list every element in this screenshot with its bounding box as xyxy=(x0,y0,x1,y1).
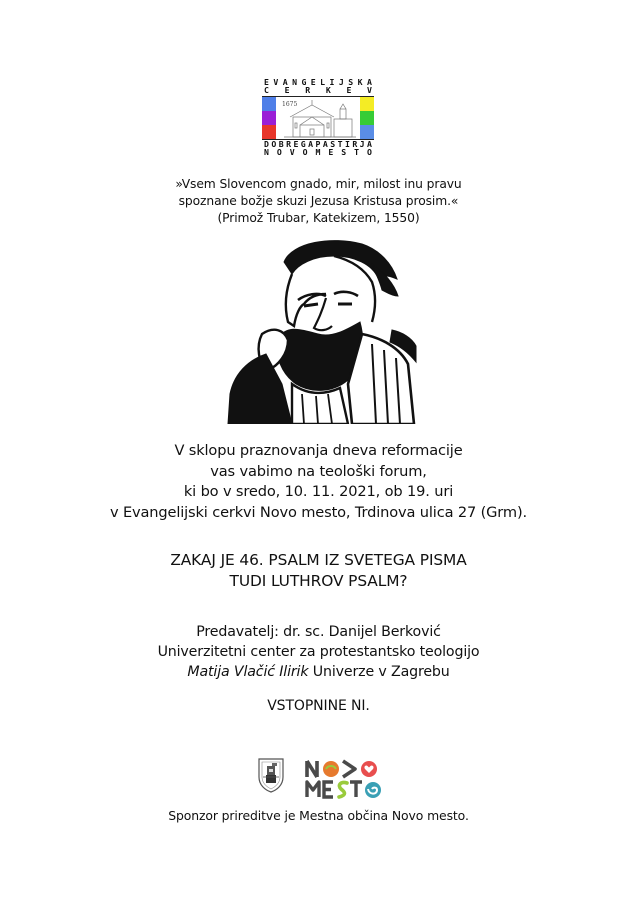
lecturer-name: Predavatelj: dr. sc. Danijel Berković xyxy=(196,624,441,640)
quote-line-2: spoznane božje skuzi Jezusa Kristusa prosim.« xyxy=(178,194,459,208)
lecture-title xyxy=(0,550,637,592)
logo-letter: G xyxy=(300,139,306,149)
logo-letter: E xyxy=(346,85,352,95)
invitation-line-2: vas vabimo na teološki forum, xyxy=(210,462,427,480)
logo-color-square xyxy=(360,125,374,139)
logo-color-square xyxy=(262,125,276,139)
logo-letter: A xyxy=(282,77,288,87)
invitation-text xyxy=(0,441,637,523)
title-line-1: ZAKAJ JE 46. PSALM IZ SVETEGA PISMA xyxy=(170,551,467,569)
logo-letter: G xyxy=(301,77,307,87)
logo-color-square xyxy=(360,97,374,111)
novo-mesto-logo xyxy=(305,757,383,801)
logo-letter: J xyxy=(338,77,344,87)
logo-letter: A xyxy=(366,77,372,87)
logo-letter: R xyxy=(352,139,358,149)
logo-letter: M xyxy=(315,147,321,157)
logo-letter: V xyxy=(273,77,279,87)
lecturer-university xyxy=(0,662,637,682)
logo-line-cerkev xyxy=(262,86,374,95)
logo-letter: O xyxy=(276,147,282,157)
logo-line-novo-mesto xyxy=(262,148,374,157)
logo-rule-top xyxy=(262,96,374,97)
logo-letter: O xyxy=(302,147,308,157)
logo-letter: E xyxy=(310,77,316,87)
logo-letter: E xyxy=(293,139,299,149)
logo-year: 1675 xyxy=(282,101,298,108)
title-line-2: TUDI LUTHROV PSALM? xyxy=(229,572,408,590)
logo-color-square xyxy=(360,111,374,125)
logo-letter: O xyxy=(271,139,277,149)
lecturer-university-rest: Univerze v Zagrebu xyxy=(308,664,450,680)
logo-letter: S xyxy=(341,147,347,157)
trubar-portrait-image xyxy=(222,234,418,424)
logo-letter: B xyxy=(278,139,284,149)
logo-letter: S xyxy=(348,77,354,87)
logo-letter: I xyxy=(344,139,350,149)
lecturer-institution: Univerzitetni center za protestantsko teologijo xyxy=(157,644,480,660)
logo-letter: C xyxy=(264,85,269,95)
church-logo xyxy=(262,77,374,155)
logo-letter: A xyxy=(308,139,314,149)
logo-letter: L xyxy=(320,77,326,87)
invitation-line-1: V sklopu praznovanja dneva reformacije xyxy=(174,442,463,459)
logo-letter: A xyxy=(322,139,328,149)
logo-letter: T xyxy=(337,139,343,149)
logo-letter: R xyxy=(305,85,311,95)
logo-letter: S xyxy=(330,139,336,149)
logo-letter: T xyxy=(354,147,360,157)
trubar-quote xyxy=(0,176,637,227)
quote-attribution: (Primož Trubar, Katekizem, 1550) xyxy=(217,211,420,225)
logo-letter: N xyxy=(264,147,269,157)
logo-letter: V xyxy=(367,85,372,95)
logo-letter: P xyxy=(315,139,321,149)
logo-color-square xyxy=(262,111,276,125)
sponsor-text: Sponzor prireditve je Mestna občina Novo mesto. xyxy=(168,808,469,823)
logo-letter: N xyxy=(292,77,298,87)
quote-line-1: »Vsem Slovencom gnado, mir, milost inu pravu xyxy=(175,177,462,191)
logo-letter: I xyxy=(329,77,335,87)
invitation-line-4: v Evangelijski cerkvi Novo mesto, Trdinova ulica 27 (Grm). xyxy=(109,503,528,521)
lecturer-university-italic: Matija Vlačić Ilirik xyxy=(187,664,309,680)
logo-letter: E xyxy=(264,77,269,87)
lecturer-info xyxy=(0,622,637,682)
logo-color-square xyxy=(262,97,276,111)
logo-letter: D xyxy=(264,139,269,149)
coat-of-arms-icon xyxy=(257,757,285,793)
logo-letter: V xyxy=(289,147,295,157)
logo-letter: K xyxy=(357,77,363,87)
church-drawing-icon xyxy=(282,99,358,139)
logo-letter: E xyxy=(328,147,334,157)
logo-letter: K xyxy=(325,85,331,95)
logo-letter: A xyxy=(367,139,372,149)
invitation-line-3: ki bo v sredo, 10. 11. 2021, ob 19. uri xyxy=(183,483,454,500)
logo-letter: J xyxy=(359,139,365,149)
entry-free-notice: VSTOPNINE NI. xyxy=(267,698,370,714)
logo-letter: R xyxy=(286,139,292,149)
logo-letter: O xyxy=(367,147,372,157)
logo-letter: E xyxy=(284,85,290,95)
